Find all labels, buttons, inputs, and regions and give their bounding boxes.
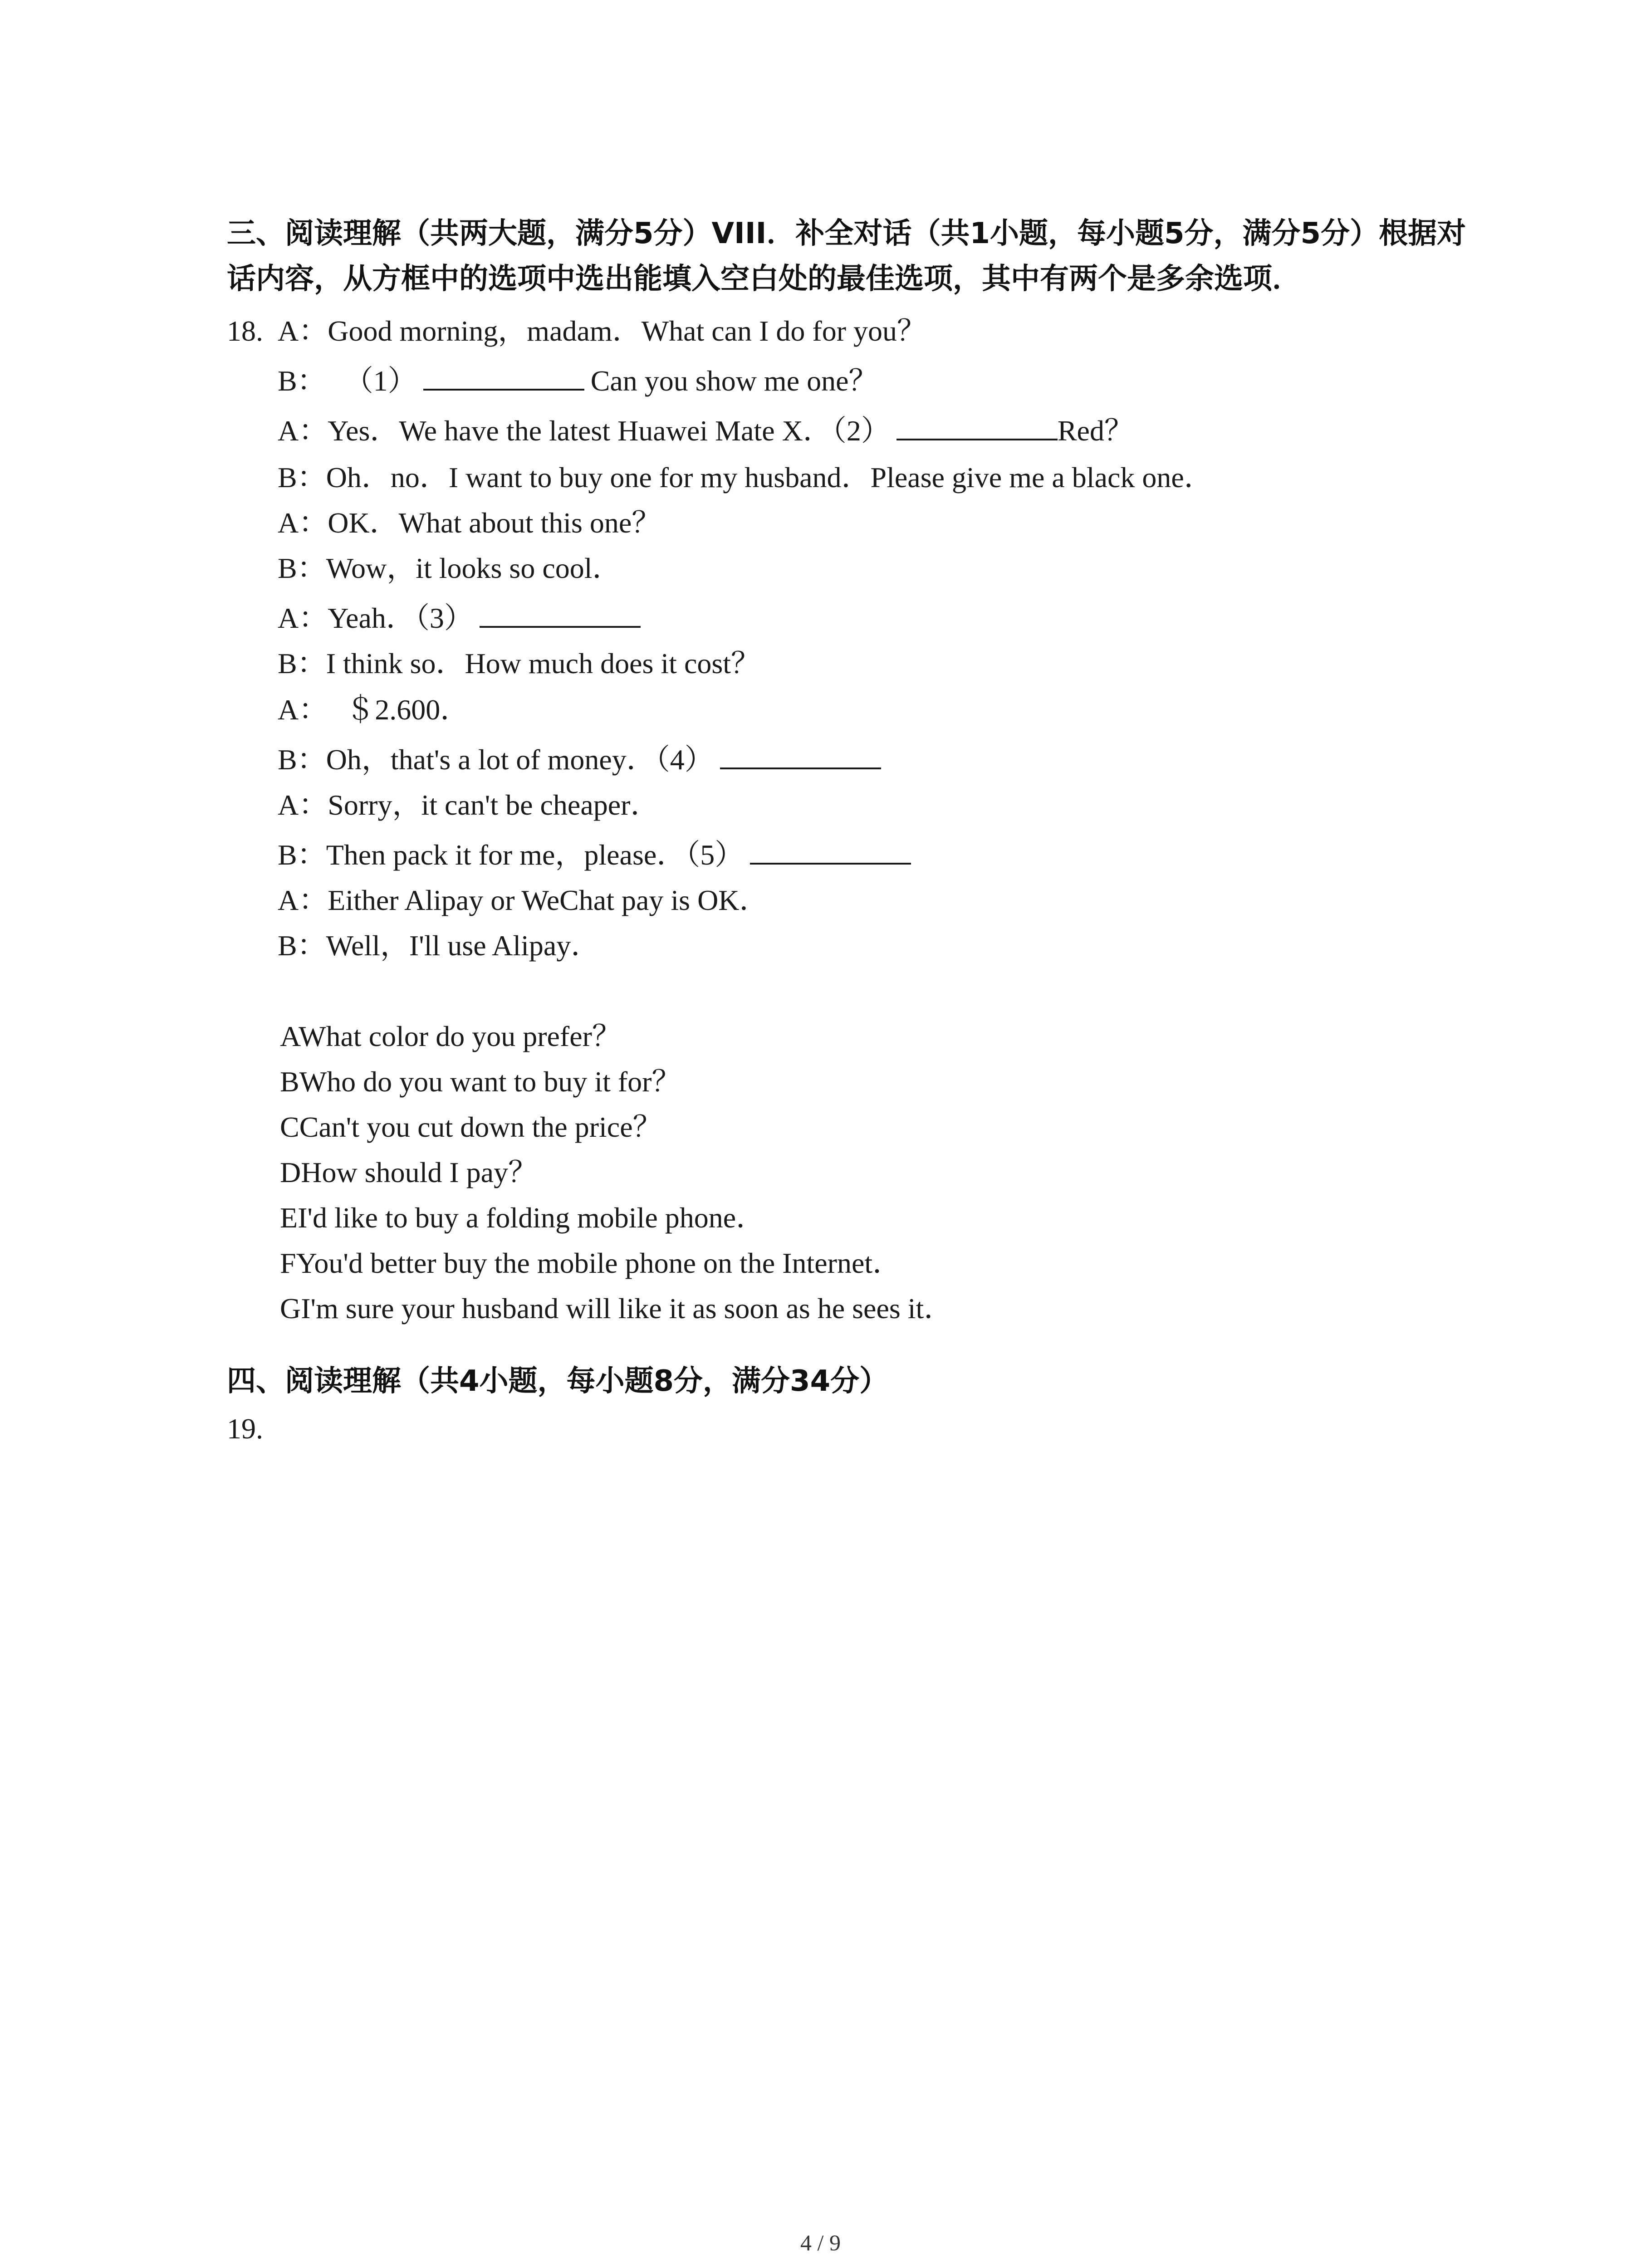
dialogue-line-12: B：Then pack it for me，please．（5） xyxy=(278,835,917,875)
answer-blank-1[interactable] xyxy=(423,361,584,391)
section-4-heading: 四、阅读理解（共4小题，每小题8分，满分34分） xyxy=(227,1364,889,1398)
dialogue-line-2: B： （1） Can you show me one？ xyxy=(278,361,878,401)
dialogue-line-11: A：Sorry，it can't be cheaper． xyxy=(278,789,660,821)
dialogue-line-4: B：Oh．no．I want to buy one for my husband．Please give me a black one． xyxy=(278,461,1213,494)
answer-blank-5[interactable] xyxy=(750,835,911,865)
dialogue-line-8: B：I think so．How much does it cost？ xyxy=(278,647,760,679)
option-f: FYou'd better buy the mobile phone on the Internet． xyxy=(280,1247,902,1279)
answer-blank-4[interactable] xyxy=(720,739,881,769)
option-g: GI'm sure your husband will like it as soon as he sees it． xyxy=(280,1292,953,1325)
page-indicator: 4 / 9 xyxy=(800,2230,841,2255)
dialogue-line-1: A：Good morning，madam．What can I do for you？ xyxy=(278,315,926,347)
option-e: EI'd like to buy a folding mobile phone． xyxy=(280,1202,765,1234)
dialogue-line-13: A：Either Alipay or WeChat pay is OK． xyxy=(278,884,769,916)
option-c: CCan't you cut down the price？ xyxy=(280,1111,662,1143)
question-18-number: 18. xyxy=(227,315,263,347)
section-3-heading: 三、阅读理解（共两大题，满分5分）VIII．补全对话（共1小题，每小题5分，满分5分）根据对话内容，从方框中的选项中选出能填入空白处的最佳选项，其中有两个是多余选项． xyxy=(227,217,1466,296)
answer-blank-2[interactable] xyxy=(896,411,1058,440)
dialogue-line-9: A： ＄2.600． xyxy=(278,694,470,726)
dialogue-line-6: B：Wow，it looks so cool． xyxy=(278,552,622,584)
dialogue-line-7: A：Yeah．（3） xyxy=(278,598,647,639)
question-19-number: 19. xyxy=(227,1413,263,1445)
dialogue-line-14: B：Well，I'll use Alipay． xyxy=(278,929,600,962)
option-b: BWho do you want to buy it for？ xyxy=(280,1066,681,1098)
option-a: AWhat color do you prefer？ xyxy=(280,1020,621,1052)
dialogue-line-3: A：Yes．We have the latest Huawei Mate X．（2） Red？ xyxy=(278,411,1133,451)
option-d: DHow should I pay？ xyxy=(280,1156,538,1188)
dialogue-line-10: B：Oh，that's a lot of money．（4） xyxy=(278,739,887,780)
dialogue-line-5: A：OK．What about this one？ xyxy=(278,507,661,539)
answer-blank-3[interactable] xyxy=(480,598,641,628)
